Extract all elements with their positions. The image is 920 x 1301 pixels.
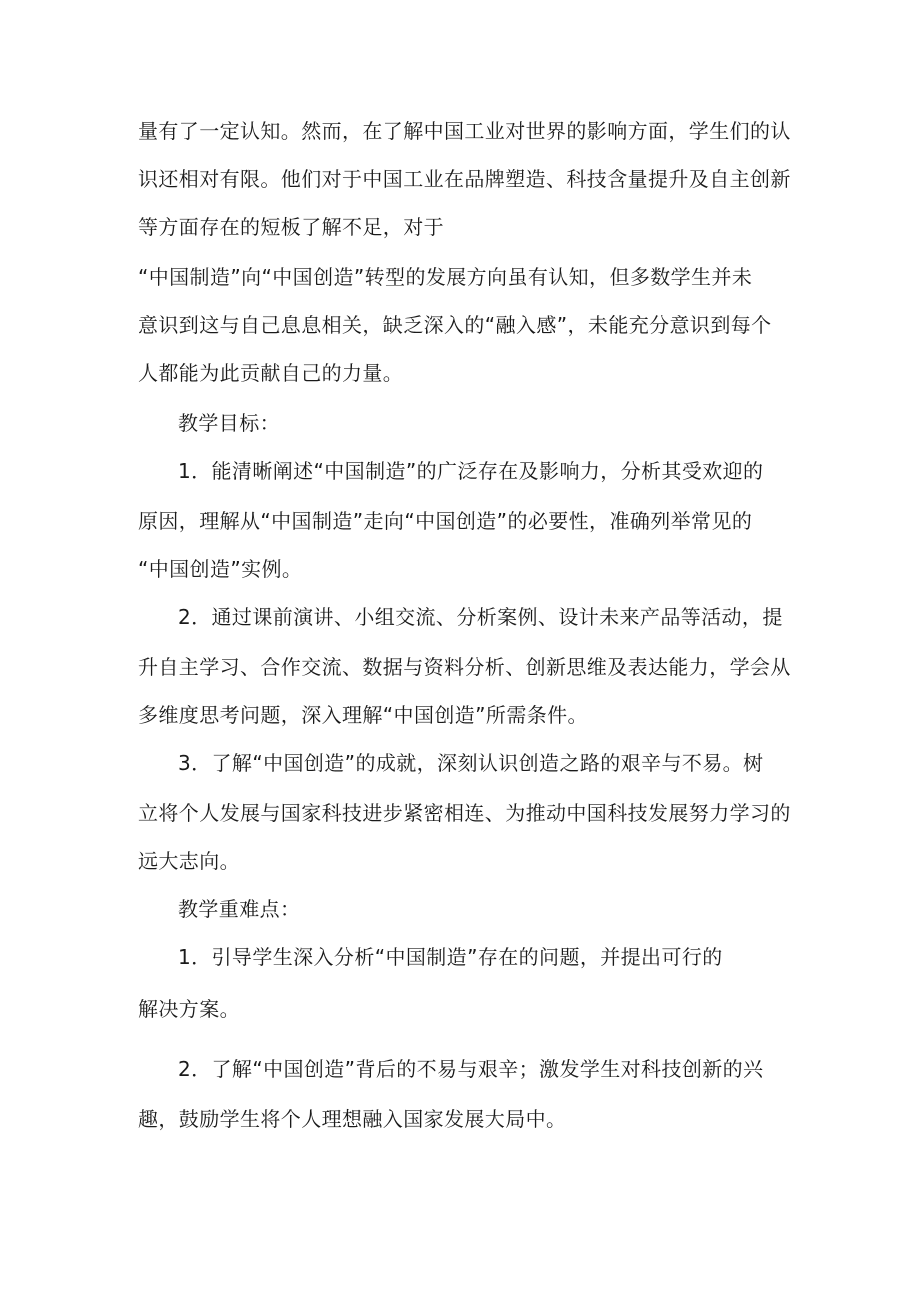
- text-line: 等方面存在的短板了解不足，对于: [138, 215, 444, 239]
- text-line: 1．引导学生深入分析“中国制造”存在的问题，并提出可行的: [178, 945, 723, 969]
- text-line: 2．了解“中国创造”背后的不易与艰辛；激发学生对科技创新的兴: [178, 1057, 764, 1081]
- text-line: 趣，鼓励学生将个人理想融入国家发展大局中。: [138, 1107, 567, 1131]
- section-heading-teaching-goals: 教学目标：: [178, 411, 280, 435]
- text-line: 2．通过课前演讲、小组交流、分析案例、设计未来产品等活动，提: [178, 605, 783, 629]
- text-line: “中国制造”向“中国创造”转型的发展方向虽有认知，但多数学生并未: [138, 265, 753, 289]
- text-line: 立将个人发展与国家科技进步紧密相连、为推动中国科技发展努力学习的: [138, 801, 791, 825]
- text-line: 3．了解“中国创造”的成就，深刻认识创造之路的艰辛与不易。树: [178, 751, 764, 775]
- text-line: 升自主学习、合作交流、数据与资料分析、创新思维及表达能力，学会从: [138, 655, 791, 679]
- text-line: 量有了一定认知。然而，在了解中国工业对世界的影响方面，学生们的认: [138, 119, 791, 143]
- text-line: 多维度思考问题，深入理解“中国创造”所需条件。: [138, 703, 588, 727]
- text-line: 解决方案。: [138, 997, 240, 1021]
- text-line: 识还相对有限。他们对于中国工业在品牌塑造、科技含量提升及自主创新: [138, 167, 791, 191]
- text-line: 原因，理解从“中国制造”走向“中国创造”的必要性，准确列举常见的: [138, 509, 753, 533]
- text-line: “中国创造”实例。: [138, 557, 303, 581]
- section-heading-key-difficulties: 教学重难点：: [178, 897, 301, 921]
- text-line: 意识到这与自己息息相关，缺乏深入的“融入感”，未能充分意识到每个: [138, 313, 772, 337]
- text-line: 远大志向。: [138, 849, 240, 873]
- text-line: 1．能清晰阐述“中国制造”的广泛存在及影响力，分析其受欢迎的: [178, 459, 764, 483]
- text-line: 人都能为此贡献自己的力量。: [138, 361, 404, 385]
